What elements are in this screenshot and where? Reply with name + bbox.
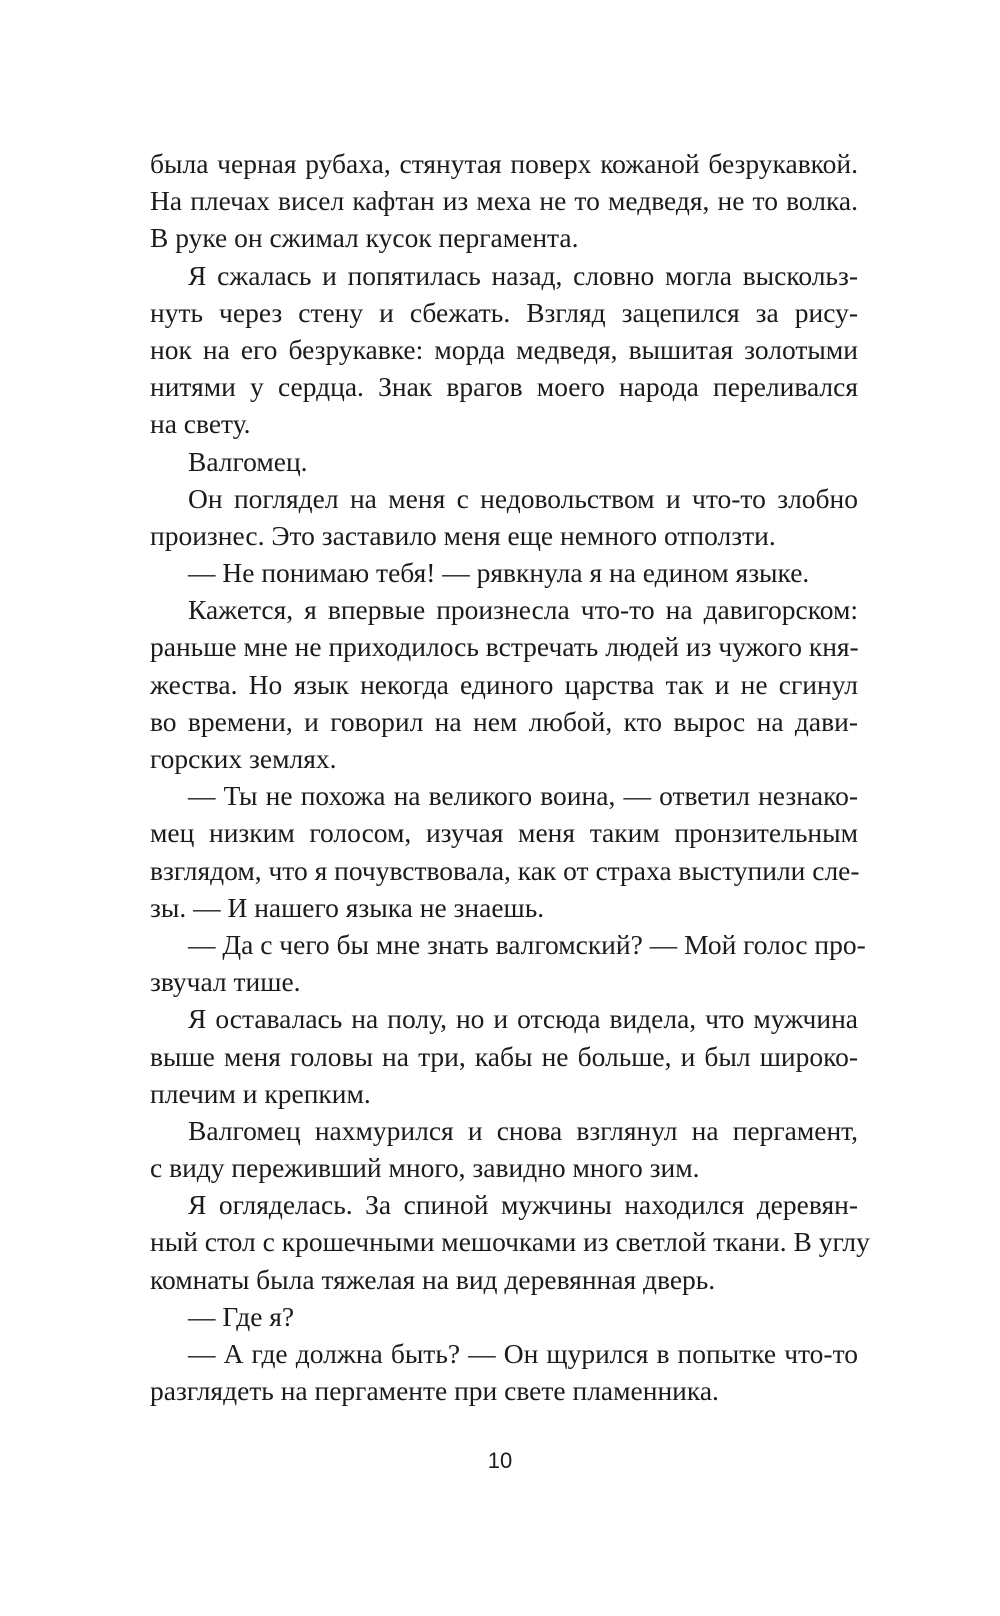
text-line: В руке он сжимал кусок пергамента. [150,222,579,254]
text-line: мец низким голосом, изучая меня таким пронзительным [150,817,858,849]
text-line: плечим и крепким. [150,1077,371,1109]
text-line: Кажется, я впервые произнесла что-то на давигорском: [188,594,858,626]
text-line: нуть через стену и сбежать. Взгляд зацепился за рису- [150,296,858,328]
text-line: ный стол с крошечными мешочками из светлой ткани. В углу [150,1226,870,1258]
text-line: звучал тише. [150,966,301,998]
text-line: комнаты была тяжелая на вид деревянная дверь. [150,1263,716,1295]
text-line: — Ты не похожа на великого воина, — ответил незнако- [188,780,858,812]
text-line: нитями у сердца. Знак врагов моего народа переливался [150,371,858,403]
text-line: нок на его безрукавке: морда медведя, вышитая золотыми [150,333,858,365]
text-line: раньше мне не приходилось встречать людей из чужого кня- [150,631,859,663]
page-number: 10 [487,1448,513,1473]
text-line: на свету. [150,408,251,440]
text-line: выше меня головы на три, кабы не больше, и был широко- [150,1040,858,1072]
text-line: Я огляделась. За спиной мужчины находился деревян- [188,1189,858,1221]
text-line: — Да с чего бы мне знать валгомский? — Мой голос про- [188,928,866,960]
text-line: горских землях. [150,743,337,774]
text-line: — Где я? [188,1300,295,1332]
text-line: жества. Но язык некогда единого царства так и не сгинул [150,668,858,700]
text-line: Я сжалась и попятилась назад, словно могла выскольз- [188,259,858,291]
text-line: Он поглядел на меня с недовольством и что-то злобно [188,482,858,514]
text-line: зы. — И нашего языка не знаешь. [150,891,545,923]
text-line: во времени, и говорил на нем любой, кто вырос на дави- [150,705,858,737]
text-line: взглядом, что я почувствовала, как от страха выступили сле- [150,854,860,886]
text-line: На плечах висел кафтан из меха не то медведя, не то волка. [150,185,858,217]
text-line: — Не понимаю тебя! — рявкнула я на едином языке. [188,557,810,589]
text-line: была черная рубаха, стянутая поверх кожаной безрукавкой. [150,148,858,179]
text-line: Валгомец нахмурился и снова взглянул на пергамент, [188,1114,858,1146]
text-line: с виду переживший много, завидно много зим. [150,1152,700,1184]
text-line: Валгомец. [188,445,308,477]
text-line: — А где должна быть? — Он щурился в попытке что-то [188,1338,858,1369]
text-line: Я оставалась на полу, но и отсюда видела, что мужчина [188,1003,858,1035]
text-line: произнес. Это заставило меня еще немного отползти. [150,519,776,551]
text-line: разглядеть на пергаменте при свете пламенника. [150,1375,719,1407]
body-text [150,145,870,1409]
